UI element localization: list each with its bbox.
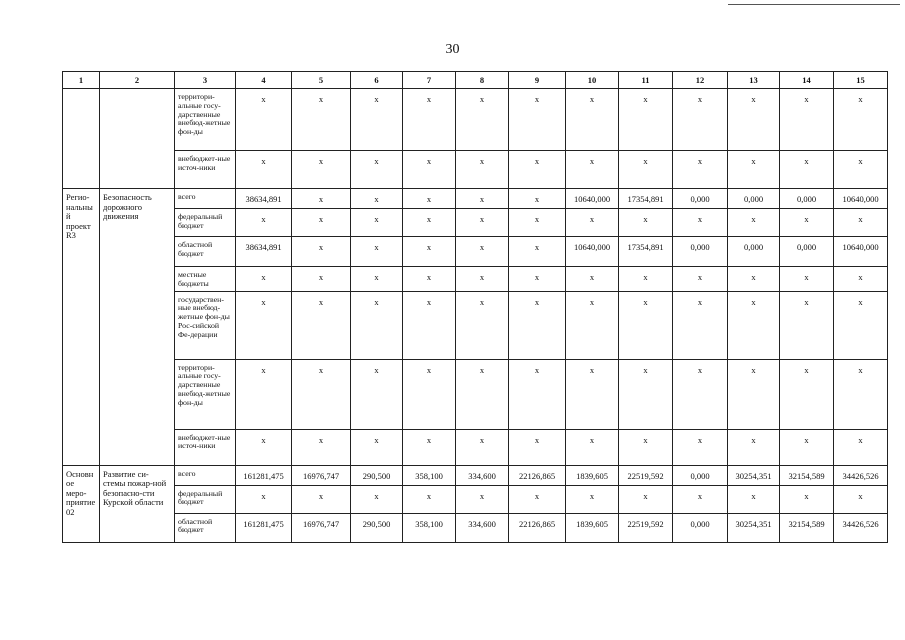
value-cell: x [780,89,834,151]
value-cell: x [456,189,509,209]
value-cell: x [673,359,728,429]
column-header: 5 [292,72,351,89]
column-header: 10 [566,72,619,89]
funding-source-cell: всего [175,465,236,485]
value-cell: 0,000 [780,189,834,209]
funding-source-cell: федеральный бюджет [175,485,236,513]
column-header: 4 [236,72,292,89]
value-cell: x [619,485,673,513]
value-cell: 10640,000 [834,237,888,267]
table-row [63,465,888,485]
value-cell: x [292,429,351,465]
value-cell: x [351,151,403,189]
value-cell: x [780,267,834,292]
value-cell: x [456,209,509,237]
funding-source-cell: областной бюджет [175,237,236,267]
value-cell: x [834,267,888,292]
value-cell: x [834,485,888,513]
value-cell: 358,100 [403,465,456,485]
value-cell: 38634,891 [236,189,292,209]
value-cell: x [673,151,728,189]
value-cell: 1839,605 [566,513,619,542]
value-cell: 22126,865 [509,513,566,542]
value-cell: x [403,89,456,151]
funding-source-cell: внебюджет-ные источ-ники [175,429,236,465]
funding-source-cell: внебюджет-ные источ-ники [175,151,236,189]
value-cell: x [236,291,292,359]
value-cell: 22519,592 [619,465,673,485]
table-row [63,189,888,209]
column-header: 9 [509,72,566,89]
column-header: 13 [728,72,780,89]
value-cell: x [292,237,351,267]
column-header: 2 [100,72,175,89]
section-name-cell: Развитие си-стемы пожар-ной безопасно-сти Курской области [100,465,175,542]
value-cell: x [728,267,780,292]
column-header: 1 [63,72,100,89]
table-row [63,151,888,189]
value-cell: x [456,429,509,465]
value-cell: 10640,000 [566,237,619,267]
value-cell: x [673,209,728,237]
value-cell: x [566,151,619,189]
value-cell: x [292,189,351,209]
value-cell: 0,000 [673,237,728,267]
value-cell: x [351,291,403,359]
value-cell: x [236,359,292,429]
table-row [63,89,888,151]
value-cell: x [566,359,619,429]
value-cell: x [403,237,456,267]
table-row [63,267,888,292]
value-cell: 30254,351 [728,465,780,485]
funding-source-cell: всего [175,189,236,209]
table-row [63,291,888,359]
section-name-cell: Безопасность дорожного движения [100,189,175,466]
value-cell: x [292,267,351,292]
value-cell: 38634,891 [236,237,292,267]
funding-source-cell: федеральный бюджет [175,209,236,237]
value-cell: x [619,429,673,465]
value-cell: x [834,209,888,237]
value-cell: 0,000 [673,513,728,542]
page-number: 30 [445,42,460,57]
value-cell: x [673,291,728,359]
value-cell: x [351,89,403,151]
value-cell: x [351,485,403,513]
value-cell: x [619,151,673,189]
value-cell: x [456,291,509,359]
table-row [63,359,888,429]
value-cell: x [236,429,292,465]
value-cell: x [292,209,351,237]
value-cell: x [619,267,673,292]
value-cell: x [673,89,728,151]
header-row [63,72,888,89]
value-cell: x [566,267,619,292]
value-cell: x [619,359,673,429]
budget-table [62,71,888,543]
value-cell: x [728,291,780,359]
value-cell: x [403,291,456,359]
value-cell: x [403,429,456,465]
column-header: 7 [403,72,456,89]
value-cell: x [728,485,780,513]
value-cell: x [509,291,566,359]
value-cell: x [292,485,351,513]
value-cell: 34426,526 [834,465,888,485]
value-cell: x [673,429,728,465]
value-cell: 0,000 [673,465,728,485]
value-cell: x [834,291,888,359]
column-header: 6 [351,72,403,89]
value-cell: x [456,485,509,513]
value-cell: x [456,151,509,189]
value-cell: 30254,351 [728,513,780,542]
value-cell: x [566,485,619,513]
value-cell: x [834,359,888,429]
section-type-cell: Регио-нальный проект R3 [63,189,100,466]
value-cell: x [673,267,728,292]
value-cell: x [566,429,619,465]
value-cell: 0,000 [780,237,834,267]
value-cell: x [351,429,403,465]
value-cell: x [509,267,566,292]
value-cell: x [673,485,728,513]
value-cell: x [292,89,351,151]
value-cell: x [236,89,292,151]
value-cell: x [509,237,566,267]
value-cell: x [456,237,509,267]
value-cell: x [509,209,566,237]
value-cell: x [403,359,456,429]
table-row [63,429,888,465]
value-cell: x [509,189,566,209]
value-cell: x [728,89,780,151]
column-header: 11 [619,72,673,89]
table-row [63,485,888,513]
table-row [63,209,888,237]
value-cell: 34426,526 [834,513,888,542]
value-cell: x [456,359,509,429]
value-cell: 16976,747 [292,465,351,485]
value-cell: x [619,209,673,237]
value-cell: x [456,267,509,292]
value-cell: x [619,291,673,359]
value-cell: x [834,429,888,465]
value-cell: x [351,209,403,237]
value-cell: x [780,209,834,237]
value-cell: x [619,89,673,151]
value-cell: 10640,000 [834,189,888,209]
value-cell: 290,500 [351,465,403,485]
value-cell: x [566,291,619,359]
funding-source-cell: местные бюджеты [175,267,236,292]
value-cell: x [351,359,403,429]
value-cell: x [780,359,834,429]
value-cell: x [780,485,834,513]
value-cell: 358,100 [403,513,456,542]
value-cell: 16976,747 [292,513,351,542]
value-cell: x [351,267,403,292]
section-type-cell: Основное меро-приятие 02 [63,465,100,542]
value-cell: 334,600 [456,465,509,485]
value-cell: x [403,209,456,237]
table-row [63,513,888,542]
value-cell: x [456,89,509,151]
value-cell: 290,500 [351,513,403,542]
value-cell: x [292,291,351,359]
value-cell: 1839,605 [566,465,619,485]
value-cell: 0,000 [728,237,780,267]
value-cell: x [403,189,456,209]
funding-source-cell: территори-альные госу-дарственные внебюд-жетные фон-ды [175,359,236,429]
value-cell: 22519,592 [619,513,673,542]
value-cell: x [834,89,888,151]
value-cell: x [566,209,619,237]
section-type-cell [63,89,100,189]
column-header: 3 [175,72,236,89]
value-cell: x [728,359,780,429]
value-cell: x [292,151,351,189]
value-cell: x [403,267,456,292]
funding-source-cell: государствен-ные внебюд-жетные фон-ды Рос-сийской Фе-дерации [175,291,236,359]
value-cell: x [403,151,456,189]
value-cell: 0,000 [673,189,728,209]
column-header: 8 [456,72,509,89]
column-header: 12 [673,72,728,89]
value-cell: x [509,485,566,513]
funding-source-cell: территори-альные госу-дарственные внебюд-жетные фон-ды [175,89,236,151]
value-cell: x [509,151,566,189]
header-rule [728,4,900,5]
value-cell: x [351,189,403,209]
value-cell: 334,600 [456,513,509,542]
value-cell: x [236,209,292,237]
value-cell: 17354,891 [619,189,673,209]
value-cell: x [834,151,888,189]
value-cell: 10640,000 [566,189,619,209]
section-name-cell [100,89,175,189]
value-cell: x [566,89,619,151]
value-cell: 161281,475 [236,465,292,485]
value-cell: x [236,151,292,189]
value-cell: x [292,359,351,429]
value-cell: x [236,267,292,292]
value-cell: x [509,359,566,429]
value-cell: x [509,89,566,151]
value-cell: 17354,891 [619,237,673,267]
column-header: 14 [780,72,834,89]
value-cell: x [403,485,456,513]
value-cell: x [351,237,403,267]
value-cell: 32154,589 [780,513,834,542]
value-cell: 22126,865 [509,465,566,485]
value-cell: 161281,475 [236,513,292,542]
value-cell: x [780,151,834,189]
value-cell: x [728,429,780,465]
value-cell: x [236,485,292,513]
value-cell: x [728,151,780,189]
funding-source-cell: областной бюджет [175,513,236,542]
value-cell: 32154,589 [780,465,834,485]
value-cell: x [780,429,834,465]
value-cell: 0,000 [728,189,780,209]
value-cell: x [780,291,834,359]
value-cell: x [728,209,780,237]
table-row [63,237,888,267]
value-cell: x [509,429,566,465]
column-header: 15 [834,72,888,89]
